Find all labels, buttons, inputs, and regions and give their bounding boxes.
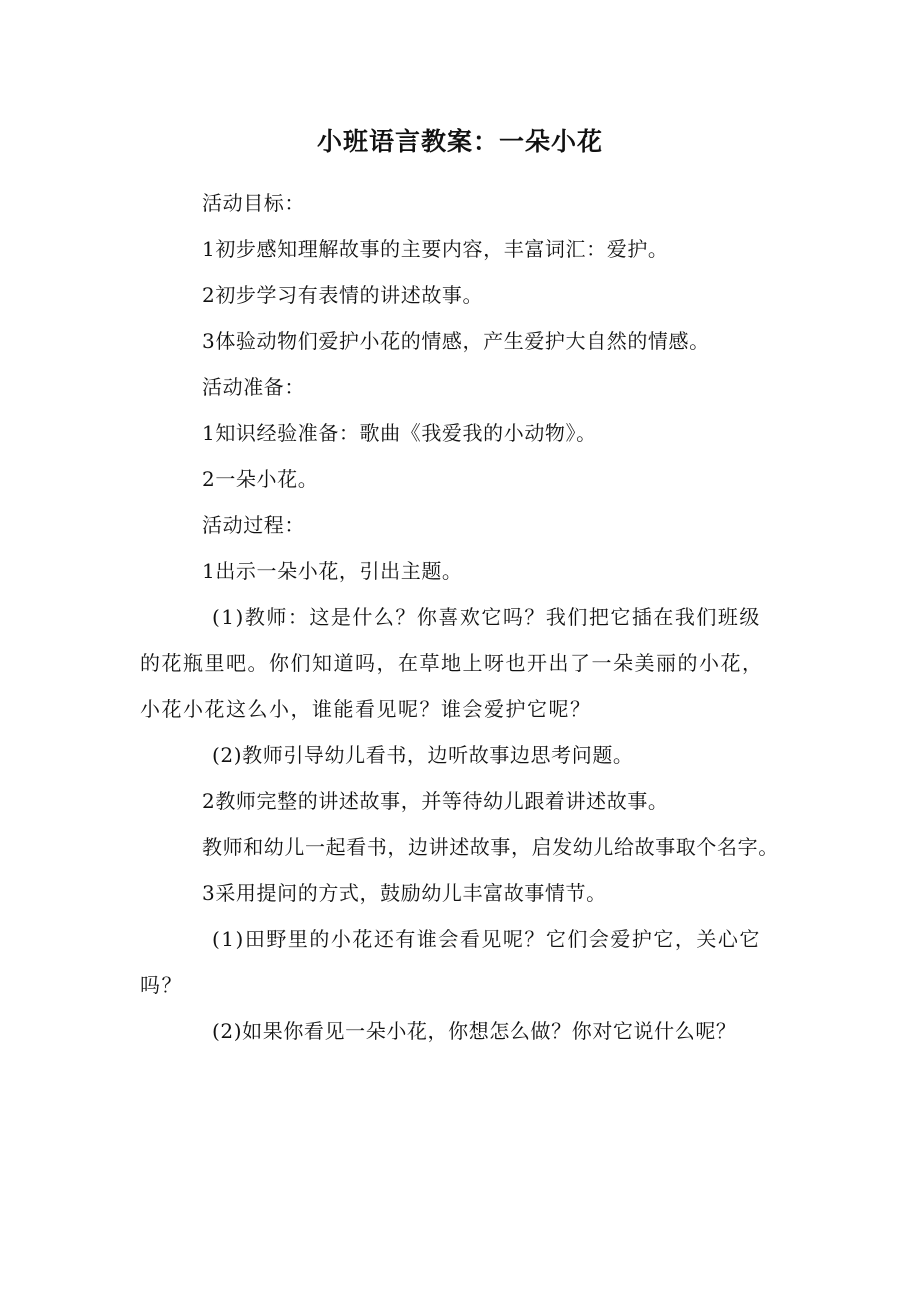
paragraph-process-2-detail: 教师和幼儿一起看书，边讲述故事，启发幼儿给故事取个名字。 [202,835,779,859]
paragraph-process-1-1: (1)教师：这是什么？你喜欢它吗？我们把它插在我们班级的花瓶里吧。你们知道吗，在草地上呀也开出了一朵美丽的小花，小花小花这么小，谁能看见呢？谁会爱护它呢？ [140,605,764,721]
paragraph-process-3: 3采用提问的方式，鼓励幼儿丰富故事情节。 [202,881,607,905]
document-title: 小班语言教案：一朵小花 [316,127,603,156]
paragraph-prep-2: 2一朵小花。 [202,467,319,491]
paragraph-goal-3: 3体验动物们爱护小花的情感，产生爱护大自然的情感。 [202,329,710,353]
paragraph-process-1-2: (2)教师引导幼儿看书，边听故事边思考问题。 [212,743,634,767]
paragraph-process-1: 1出示一朵小花，引出主题。 [202,559,463,583]
paragraph-goal-1: 1初步感知理解故事的主要内容，丰富词汇：爱护。 [202,237,669,261]
document-body [140,180,782,1054]
paragraph-goals-heading: 活动目标： [202,191,305,215]
paragraph-goal-2: 2初步学习有表情的讲述故事。 [202,283,484,307]
paragraph-prep-1: 1知识经验准备：歌曲《我爱我的小动物》。 [202,421,597,445]
paragraph-process-3-1: (1)田野里的小花还有谁会看见呢？它们会爱护它，关心它吗？ [140,927,761,997]
paragraph-process-2: 2教师完整的讲述故事，并等待幼儿跟着讲述故事。 [202,789,669,813]
paragraph-prep-heading: 活动准备： [202,375,305,399]
paragraph-process-3-2: (2)如果你看见一朵小花，你想怎么做？你对它说什么呢？ [212,1019,737,1043]
paragraph-process-heading: 活动过程： [202,513,305,537]
